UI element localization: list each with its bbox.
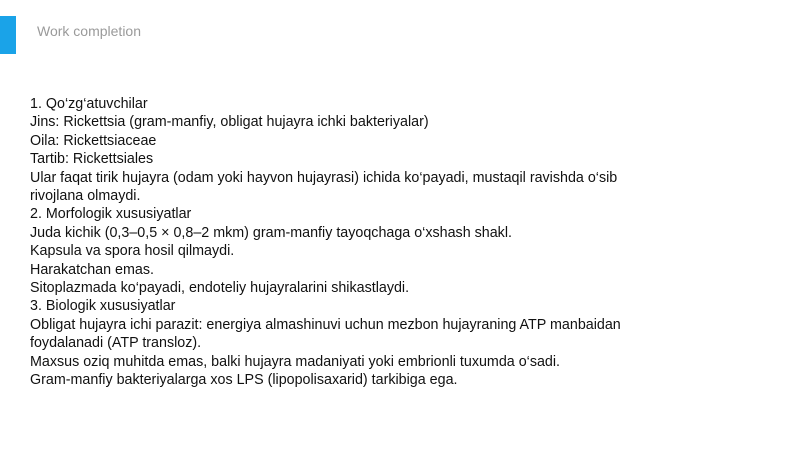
title-accent-bar <box>0 16 16 54</box>
content-text-block <box>30 95 750 390</box>
text-line: Harakatchan emas. <box>30 261 154 278</box>
slide-title: Work completion <box>37 23 142 39</box>
text-line: Ular faqat tirik hujayra (odam yoki hayvon hujayrasi) ichida ko‘payadi, mustaqil ravishda o‘sib <box>30 169 618 186</box>
text-line: Kapsula va spora hosil qilmaydi. <box>30 243 235 260</box>
text-line: Obligat hujayra ichi parazit: energiya almashinuvi uchun mezbon hujayraning ATP manbaidan <box>30 316 621 333</box>
text-line: rivojlana olmaydi. <box>30 188 141 205</box>
text-line: foydalanadi (ATP transloz). <box>30 335 202 352</box>
text-line: Oila: Rickettsiaceae <box>30 132 157 149</box>
text-line: 1. Qo‘zg‘atuvchilar <box>30 96 148 112</box>
text-line: Tartib: Rickettsiales <box>30 151 154 168</box>
text-line: Gram-manfiy bakteriyalarga xos LPS (lipopolisaxarid) tarkibiga ega. <box>30 372 458 389</box>
text-line: Juda kichik (0,3–0,5 × 0,8–2 mkm) gram-manfiy tayoqchaga o‘xshash shakl. <box>30 224 512 241</box>
text-line: 2. Morfologik xususiyatlar <box>30 206 192 223</box>
text-line: Maxsus oziq muhitda emas, balki hujayra madaniyati yoki embrionli tuxumda o‘sadi. <box>30 353 561 370</box>
text-line: Jins: Rickettsia (gram-manfiy, obligat hujayra ichki bakteriyalar) <box>30 114 429 131</box>
text-line: Sitoplazmada ko‘payadi, endoteliy hujayralarini shikastlaydi. <box>30 280 410 297</box>
text-line: 3. Biologik xususiyatlar <box>30 298 176 315</box>
